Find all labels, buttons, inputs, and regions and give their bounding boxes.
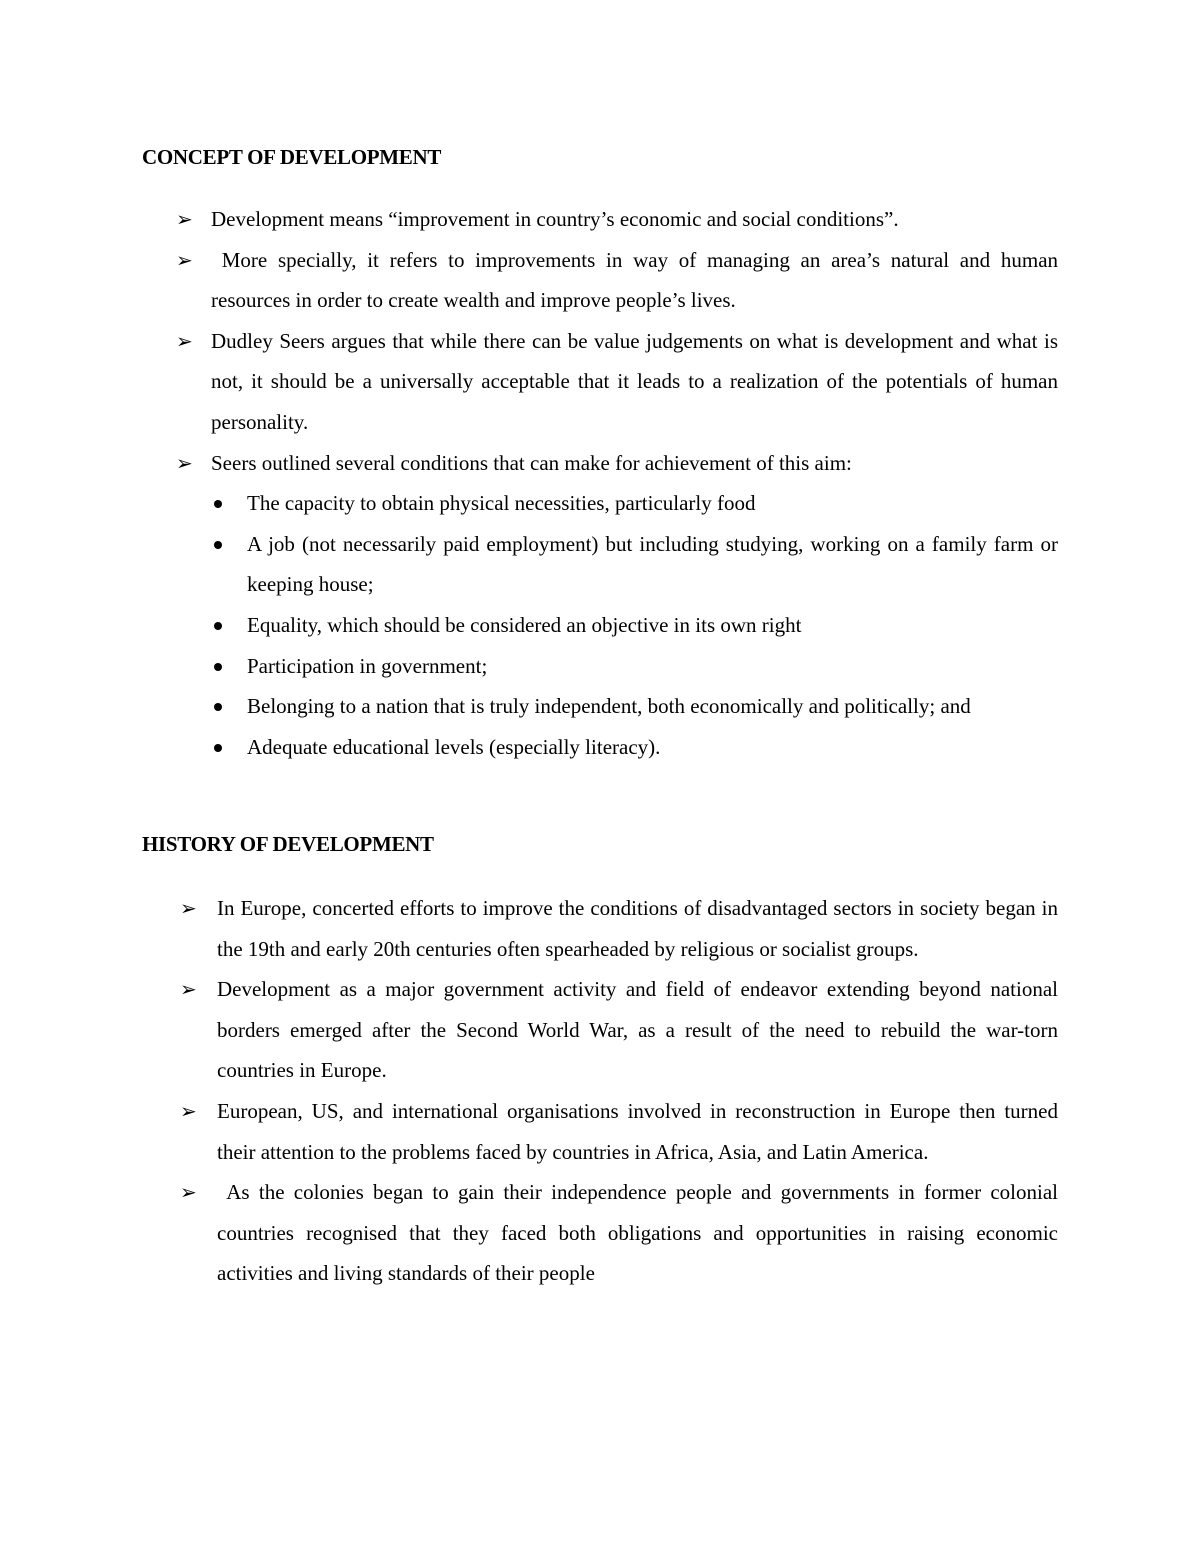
- arrow-bullet-icon: ➢: [180, 977, 197, 1002]
- list-item: [176, 321, 1058, 443]
- condition-text: Adequate educational levels (especially literacy).: [247, 734, 661, 759]
- condition-text: Equality, which should be considered an objective in its own right: [247, 612, 802, 637]
- list-item-text: Development as a major government activity and field of endeavor extending beyond national borders emerged after the Second World War, as a result of the need to rebuild the war-torn countries in Europe.: [217, 977, 1058, 1083]
- list-item: [180, 969, 1058, 1091]
- list-item-text: As the colonies began to gain their independence people and governments in former colonial countries recognised that they faced both obligations and opportunities in raising economic activities and living standards of their people: [217, 1180, 1064, 1286]
- history-heading: HISTORY OF DEVELOPMENT: [142, 832, 434, 856]
- list-item-text: More specially, it refers to improvements in way of managing an area’s natural and human resources in order to create wealth and improve people’s lives.: [211, 247, 1064, 313]
- condition-item: [176, 686, 1058, 727]
- concept-heading: CONCEPT OF DEVELOPMENT: [142, 145, 442, 169]
- arrow-bullet-icon: ➢: [176, 247, 193, 272]
- condition-item: [176, 483, 1058, 524]
- dot-bullet-icon: [214, 622, 222, 630]
- list-item: [176, 199, 1058, 240]
- arrow-bullet-icon: ➢: [176, 207, 193, 231]
- condition-text: Belonging to a nation that is truly independent, both economically and politically; and: [247, 694, 971, 719]
- arrow-bullet-icon: ➢: [176, 328, 193, 353]
- arrow-bullet-icon: ➢: [180, 1098, 197, 1123]
- concept-list: [176, 199, 1064, 767]
- list-item: [176, 240, 1064, 321]
- list-item-text: Development means “improvement in country’s economic and social conditions”.: [211, 207, 899, 231]
- dot-bullet-icon: [214, 744, 222, 752]
- list-item: [176, 443, 1058, 768]
- arrow-bullet-icon: ➢: [176, 450, 193, 475]
- list-item: [180, 1172, 1064, 1294]
- list-item-text: In Europe, concerted efforts to improve the conditions of disadvantaged sectors in society began in the 19th and early 20th centuries often spearheaded by religious or socialist groups.: [217, 896, 1058, 961]
- list-item-text: Dudley Seers argues that while there can be value judgements on what is development and what is not, it should be a universally acceptable that it leads to a realization of the potentials of human personality.: [211, 328, 1058, 434]
- condition-text: Participation in government;: [247, 653, 488, 678]
- dot-bullet-icon: [214, 703, 222, 711]
- dot-bullet-icon: [214, 500, 222, 508]
- conditions-list: [211, 483, 1058, 767]
- list-item-text: European, US, and international organisations involved in reconstruction in Europe then turned their attention to the problems faced by countries in Africa, Asia, and Latin America.: [217, 1098, 1058, 1164]
- dot-bullet-icon: [214, 541, 222, 549]
- condition-item: [176, 646, 1058, 687]
- dot-bullet-icon: [214, 663, 222, 671]
- history-list: [180, 888, 1064, 1294]
- condition-item: [176, 727, 1058, 768]
- arrow-bullet-icon: ➢: [180, 896, 197, 920]
- list-item: [180, 888, 1058, 969]
- list-item: [180, 1091, 1058, 1172]
- condition-item: [176, 524, 1058, 605]
- arrow-bullet-icon: ➢: [180, 1180, 197, 1205]
- condition-text: The capacity to obtain physical necessities, particularly food: [247, 491, 756, 516]
- condition-text: A job (not necessarily paid employment) but including studying, working on a family farm or keeping house;: [247, 531, 1058, 597]
- condition-item: [176, 605, 1058, 646]
- list-item-text: Seers outlined several conditions that can make for achievement of this aim:: [211, 450, 852, 475]
